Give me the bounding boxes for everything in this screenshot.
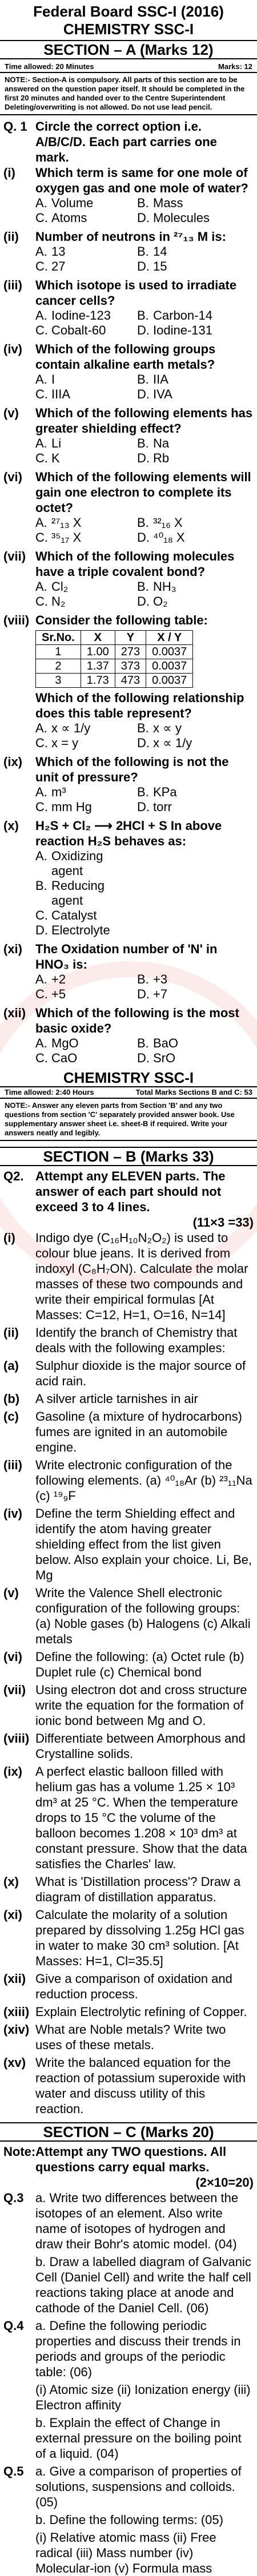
item-text: Define the term Shielding effect and identify the atom having greater shielding effect from the list given below. Also explain your choice. Li, Be, Mg — [35, 1506, 252, 1582]
section-c-item — [0, 2530, 257, 2576]
table-cell: 1 — [36, 645, 81, 659]
option-letter: C. — [35, 594, 48, 608]
mcq-number: (vii) — [3, 549, 26, 563]
option-text: NH₃ — [153, 579, 176, 594]
item-text: What is 'Distillation process'? Draw a diagram of distillation apparatus. — [35, 1874, 241, 1904]
item-number: (xiii) — [3, 2005, 30, 2019]
option-text: IVA — [153, 387, 172, 401]
option-text: +2 — [51, 972, 66, 986]
option-letter: B. — [137, 785, 149, 799]
item-text: Write electronic configuration of the following elements. (a) ⁴⁰₁₈Ar (b) ²³₁₁Na (c) ¹⁹₉F — [35, 1458, 252, 1503]
option-text: Cobalt-60 — [51, 323, 106, 337]
table-cell: 373 — [115, 659, 146, 674]
mcq-options — [0, 579, 257, 609]
mcq-item — [0, 818, 257, 938]
item-number: (x) — [3, 1874, 19, 1889]
option-letter: B. — [137, 972, 149, 986]
option-letter — [137, 923, 153, 938]
mcq-item — [0, 1005, 257, 1066]
q1-stem-row — [0, 119, 257, 165]
table-row — [36, 659, 193, 674]
option-letter: A. — [35, 849, 47, 863]
mcq-options — [0, 849, 257, 938]
option-text: x ∝ 1/y — [153, 736, 192, 750]
section-b-item — [0, 1325, 257, 1356]
mcq-item — [0, 469, 257, 545]
option-letter — [137, 849, 153, 878]
mcq-number: (ix) — [3, 755, 22, 769]
item-text: Differentiate between Amorphous and Crystalline solids. — [35, 1731, 246, 1761]
option-letter: C. — [35, 387, 48, 401]
part2-marks: Total Marks Sections B and C: 53 — [135, 1088, 252, 1096]
q2-number: Q2. — [3, 1169, 24, 1183]
item-text: (i) Atomic size (ii) Ionization energy (iii) Electron affinity — [35, 2383, 251, 2412]
option-letter: C. — [35, 530, 48, 545]
mcq-options — [0, 972, 257, 1002]
option-letter: B. — [137, 1036, 149, 1050]
option-text: IIIA — [51, 387, 71, 401]
option-text: ³²₁₆ X — [153, 515, 183, 530]
option-text: 14 — [153, 244, 167, 259]
item-number: (vi) — [3, 1650, 22, 1664]
mcq-question-continued: Which of the following relationship does this table represent? — [35, 691, 244, 720]
mcq-viii — [0, 612, 257, 751]
section-c-marks: (2×10=20) — [195, 2175, 254, 2190]
option-text: Oxidizing agent — [51, 849, 103, 878]
option-text: 13 — [51, 244, 66, 259]
section-c-item — [0, 2190, 257, 2252]
option-letter: A. — [35, 196, 47, 210]
mcq-item — [0, 229, 257, 274]
mcq-question: Consider the following table: — [35, 613, 208, 627]
q1-number: Q. 1 — [3, 119, 27, 134]
option-letter: B. — [137, 372, 149, 386]
section-b-item — [0, 1907, 257, 1969]
section-b-item — [0, 1391, 257, 1406]
mcq-options — [0, 785, 257, 815]
mcq-row — [0, 941, 257, 972]
section-b-item — [0, 1409, 257, 1455]
q1-stem: Circle the correct option i.e. A/B/C/D. Each part carries one mark. — [35, 119, 217, 164]
option-text: IIA — [153, 372, 168, 386]
section-c-heading: SECTION – C (Marks 20) — [0, 2122, 257, 2142]
table-row — [36, 674, 193, 688]
mcq-number: (xi) — [3, 942, 22, 956]
mcq-number: (viii) — [3, 613, 30, 627]
option-letter: A. — [35, 308, 47, 322]
section-b-item — [0, 1358, 257, 1389]
option-text: Atoms — [51, 211, 87, 225]
mcq-options — [0, 721, 257, 751]
table-cell: 1.37 — [81, 659, 115, 674]
mcq-number: (x) — [3, 819, 19, 833]
item-text: a. Write two differences between the isotopes of an element. Also write name of isotopes of hydrogen and draw their Bohr's atomic model. (04) — [35, 2191, 239, 2251]
option-letter: A. — [35, 244, 47, 259]
option-text: +3 — [153, 972, 168, 986]
section-b-item — [0, 1682, 257, 1728]
mcq-question: The Oxidation number of 'N' in HNO₃ is: — [35, 942, 218, 971]
item-number: (a) — [3, 1358, 19, 1373]
item-number: (ix) — [3, 1764, 22, 1779]
option-text: Mass — [153, 196, 183, 210]
option-text: +7 — [153, 987, 168, 1001]
item-text: (i) Relative atomic mass (ii) Free radical (iii) Mass number (iv) Molecular-ion (v) Formula mass — [35, 2530, 216, 2575]
option-text: x = y — [51, 736, 79, 750]
option-letter: C. — [35, 987, 48, 1001]
section-b-items — [0, 1230, 257, 2117]
table-header-cell: X — [81, 631, 115, 645]
table-row — [36, 645, 193, 659]
option-letter: C. — [35, 211, 48, 225]
option-letter: A. — [35, 436, 47, 450]
option-text: BaO — [153, 1036, 179, 1050]
item-number: (v) — [3, 1586, 19, 1600]
option-text: 15 — [153, 259, 167, 273]
item-number — [3, 2415, 35, 2461]
table-header-cell: Sr.No. — [36, 631, 81, 645]
mcq-item — [0, 165, 257, 225]
mcq-question: Which term is same for one mole of oxygen gas and one mole of water? — [35, 166, 248, 195]
option-letter: C. — [35, 323, 48, 337]
mcq-item — [0, 341, 257, 402]
option-letter: B. — [137, 308, 149, 322]
option-letter: C. — [35, 259, 48, 273]
mcq-item — [0, 754, 257, 815]
option-letter: B. — [137, 721, 149, 735]
option-letter: D. — [137, 387, 150, 401]
item-text: a. Define the following periodic properties and discuss their trends in periods and groups of the periodic table: (06) — [35, 2319, 241, 2379]
item-text: Write the balanced equation for the reaction of potassium superoxide with water and discuss utility of this reaction. — [35, 2055, 246, 2116]
mcq-row — [0, 754, 257, 785]
table-cell: 1.73 — [81, 674, 115, 688]
item-text: A perfect elastic balloon filled with helium gas has a volume 1.25 × 10³ dm³ at 25 °C. When the temperature drops to 15 °C the volume of the balloon becomes 1.208 × 10³ dm³ at constant pressure. Show that the data satisfies the Charles' law. — [35, 1764, 247, 1871]
option-text: +5 — [51, 987, 66, 1001]
item-number: (iii) — [3, 1458, 22, 1472]
option-letter: A. — [35, 721, 47, 735]
part2-note: NOTE:- Answer any eleven parts from Section 'B' and any two questions from section 'C' separately provided answer book. Use supplementary answer sheet i.e. sheet-B if required. Write your answers neatly and legibly. — [0, 1099, 257, 1141]
section-c-item — [0, 2512, 257, 2527]
item-text: b. Draw a labelled diagram of Galvanic Cell (Daniel Cell) and write the half cell reactions taking place at anode and cathode of the Daniel Cell. (06) — [35, 2255, 251, 2315]
option-letter: B. — [137, 515, 149, 530]
option-letter: C. — [35, 736, 48, 750]
table-cell: 273 — [115, 645, 146, 659]
item-text: b. Explain the effect of Change in external pressure on the boiling point of a liquid. (04) — [35, 2416, 242, 2461]
part2-title: CHEMISTRY SSC-I — [63, 1069, 194, 1086]
item-text: What are Noble metals? Write two uses of these metals. — [35, 2022, 226, 2052]
mcq-item — [0, 277, 257, 338]
option-text: ²⁷₁₃ X — [51, 515, 82, 530]
mcq-options — [0, 308, 257, 338]
mcq-number: (xii) — [3, 1006, 26, 1020]
option-text: Electrolyte — [51, 923, 110, 937]
section-b-item — [0, 1764, 257, 1872]
section-b-item — [0, 1230, 257, 1323]
mcq-number: (i) — [3, 166, 15, 180]
option-text: Catalyst — [51, 908, 97, 922]
item-text: b. Define the following terms: (05) — [35, 2513, 223, 2527]
option-text: MgO — [51, 1036, 79, 1050]
table-header-row — [36, 631, 193, 645]
option-text: N₂ — [51, 594, 66, 608]
section-c-item — [0, 2464, 257, 2510]
section-b-item — [0, 1585, 257, 1647]
option-text: 27 — [51, 259, 66, 273]
option-letter: D. — [137, 800, 150, 814]
option-text: ⁴⁰₁₈ X — [153, 530, 185, 545]
option-text: torr — [153, 800, 172, 814]
item-number: (viii) — [3, 1731, 30, 1745]
option-letter: C. — [35, 451, 48, 465]
table-header-cell: Y — [115, 631, 146, 645]
section-a-meta — [0, 62, 257, 73]
table-cell: 2 — [36, 659, 81, 674]
section-b-heading: SECTION – B (Marks 33) — [0, 1147, 257, 1166]
section-c-item — [0, 2415, 257, 2461]
section-b-item — [0, 2055, 257, 2117]
section-c-note-row — [0, 2144, 257, 2175]
mcq-question: Which of the following groups contain alkaline earth metals? — [35, 342, 216, 372]
option-text: x ∝ 1/y — [51, 721, 91, 735]
item-text: Sulphur dioxide is the major source of acid rain. — [35, 1358, 246, 1388]
option-letter: A. — [35, 972, 47, 986]
item-text: A silver article tarnishes in air — [35, 1392, 198, 1406]
option-text: Carbon-14 — [153, 308, 212, 322]
time-allowed: Time allowed: 20 Minutes — [5, 62, 94, 71]
option-text: x ∝ y — [153, 721, 182, 735]
exam-paper — [0, 2, 257, 2575]
section-b-item — [0, 1506, 257, 1583]
mcq-number: (iii) — [3, 278, 22, 292]
item-number: (xii) — [3, 1972, 26, 1986]
option-letter: A. — [35, 785, 47, 799]
table-cell: 1.00 — [81, 645, 115, 659]
option-letter: D. — [137, 259, 150, 273]
item-text: Indigo dye (C₁₆H₁₀N₂O₂) is used to colour blue jeans. It is derived from indoxyl (C₈H₇ON). Calculate the molar masses of these two compounds and write their empirical formulas [At Masses: C=12, H=1, O=16, N=14] — [35, 1231, 248, 1322]
item-text: Explain Electrolytic refining of Copper. — [35, 2005, 247, 2019]
option-text: K — [51, 451, 60, 465]
section-a-heading: SECTION – A (Marks 12) — [0, 40, 257, 59]
q2-marks: (11×3 =33) — [192, 1215, 254, 1229]
section-b-item — [0, 1457, 257, 1503]
item-text: Give a comparison of oxidation and reduction process. — [35, 1972, 232, 2001]
section-c-item — [0, 2254, 257, 2316]
paper-title: CHEMISTRY SSC-I — [63, 21, 194, 38]
mcq-options — [0, 196, 257, 225]
item-number: Q.5 — [3, 2464, 24, 2478]
option-letter: D. — [137, 530, 150, 545]
item-number — [3, 2254, 35, 2316]
mcq-item — [0, 549, 257, 609]
mcq-row — [0, 165, 257, 196]
option-letter: D. — [137, 987, 150, 1001]
section-c-note-label: Note: — [3, 2144, 36, 2159]
mcq-options — [0, 436, 257, 466]
option-letter: D. — [137, 451, 150, 465]
table-cell: 0.0037 — [146, 674, 193, 688]
section-b-item — [0, 1731, 257, 1761]
option-text: Molecules — [153, 211, 210, 225]
item-text: a. Give a comparison of properties of solutions, suspensions and colloids. (05) — [35, 2464, 242, 2509]
mcq-number: (iv) — [3, 342, 22, 356]
part2-meta — [0, 1086, 257, 1099]
item-number: Q.3 — [3, 2191, 24, 2205]
option-text: m³ — [51, 785, 66, 799]
mcq-row — [0, 277, 257, 308]
option-letter: A. — [35, 1036, 47, 1050]
option-letter: C. — [35, 908, 48, 922]
option-letter: B. — [35, 878, 47, 893]
option-text: Reducing agent — [51, 878, 105, 908]
item-number: (ii) — [3, 1325, 19, 1340]
mcq-options — [0, 1036, 257, 1066]
section-a-note: NOTE:- Section-A is compulsory. All parts of this section are to be answered on the question paper itself. It should be completed in the first 20 minutes and handed over to the Centre Superintendent Deleting/overwriting is not allowed. Do not use lead pencil. — [0, 73, 257, 115]
section-b-item — [0, 1971, 257, 2002]
item-number: (b) — [3, 1392, 20, 1406]
mcq-list-continued — [0, 754, 257, 1066]
item-number: Q.4 — [3, 2319, 24, 2333]
table-cell: 473 — [115, 674, 146, 688]
option-letter: A. — [35, 515, 47, 530]
mcq-row — [0, 469, 257, 515]
section-c-item — [0, 2382, 257, 2413]
item-number — [3, 2530, 35, 2576]
part2-time: Time allowed: 2:40 Hours — [5, 1088, 94, 1096]
mcq-question: Which isotope is used to irradiate cancer cells? — [35, 278, 237, 308]
mcq-number: (v) — [3, 406, 19, 420]
item-number: (i) — [3, 1231, 15, 1245]
item-number: (vii) — [3, 1683, 26, 1697]
section-c-note: Attempt any TWO questions. All questions carry equal marks. — [35, 2144, 227, 2174]
mcq-item — [0, 405, 257, 466]
table-cell: 3 — [36, 674, 81, 688]
option-letter: B. — [137, 244, 149, 259]
section-b-item — [0, 2022, 257, 2053]
item-text: Write the Valence Shell electronic configuration of the following groups: (a) Noble gases (b) Halogens (c) Alkali metals — [35, 1586, 251, 1646]
option-letter: D. — [35, 923, 48, 937]
item-number: (xv) — [3, 2055, 26, 2070]
item-text: Define the following: (a) Octet rule (b) Duplet rule (c) Chemical bond — [35, 1650, 244, 1679]
mcq-row — [0, 1005, 257, 1036]
mcq-row — [0, 341, 257, 372]
option-text: Li — [51, 436, 62, 450]
mcq-number: (vi) — [3, 470, 22, 484]
item-number: (iv) — [3, 1506, 22, 1521]
mcq-options — [0, 244, 257, 274]
mcq-list — [0, 165, 257, 609]
section-c-item — [0, 2318, 257, 2380]
item-text: Using electron dot and cross structure write the equation for the formation of ionic bond between Mg and O. — [35, 1683, 247, 1728]
option-letter: D. — [137, 736, 150, 750]
mcq-question: Which of the following is not the unit of pressure? — [35, 755, 229, 784]
mcq-question: H₂S + Cl₂ ⟶ 2HCl + S In above reaction H₂S behaves as: — [35, 819, 222, 848]
option-letter: C. — [35, 1051, 48, 1065]
table-body — [36, 645, 193, 688]
mcq-row — [0, 229, 257, 244]
option-text — [153, 878, 257, 908]
mcq-number: (ii) — [3, 229, 19, 244]
table-cell: 0.0037 — [146, 659, 193, 674]
item-number: (xiv) — [3, 2022, 30, 2037]
option-text: KPa — [153, 785, 177, 799]
option-letter — [137, 878, 153, 908]
option-text: Na — [153, 436, 170, 450]
option-text: Iodine-131 — [153, 323, 212, 337]
mcq-question: Which of the following molecules have a triple covalent bond? — [35, 549, 235, 579]
q2-stem-row — [0, 1168, 257, 1215]
option-letter: D. — [137, 594, 150, 608]
option-text: Volume — [51, 196, 94, 210]
option-text: mm Hg — [51, 800, 92, 814]
marks: Marks: 12 — [218, 62, 252, 71]
option-text: ³⁵₁₇ X — [51, 530, 82, 545]
option-text: O₂ — [153, 594, 168, 608]
option-letter — [137, 908, 153, 923]
section-b-item — [0, 1874, 257, 1905]
data-table — [35, 630, 193, 688]
option-letter: B. — [137, 196, 149, 210]
mcq-row — [0, 549, 257, 579]
option-letter: D. — [137, 211, 150, 225]
item-number — [3, 2512, 35, 2527]
option-text: I — [51, 372, 55, 386]
board-title: Federal Board SSC-I (2016) — [33, 3, 224, 20]
option-text: Iodine-123 — [51, 308, 111, 322]
option-text: SrO — [153, 1051, 176, 1065]
option-text — [153, 908, 257, 923]
option-text — [153, 849, 257, 878]
table-cell: 0.0037 — [146, 645, 193, 659]
mcq-row — [0, 818, 257, 849]
mcq-item — [0, 941, 257, 1002]
option-letter: C. — [35, 800, 48, 814]
item-text: Identify the branch of Chemistry that deals with the following examples: — [35, 1325, 238, 1355]
table-header-cell: X / Y — [146, 631, 193, 645]
option-text — [153, 923, 257, 938]
option-letter: A. — [35, 579, 47, 594]
mcq-question: Which of the following is the most basic oxide? — [35, 1006, 239, 1035]
option-letter: B. — [137, 436, 149, 450]
mcq-question: Number of neutrons in ²⁷₁₃ M is: — [35, 229, 226, 244]
mcq-question: Which of the following elements will gain one electron to complete its octet? — [35, 470, 251, 515]
mcq-question: Which of the following elements has greater shielding effect? — [35, 406, 253, 436]
option-letter: A. — [35, 372, 47, 386]
item-number — [3, 2382, 35, 2413]
section-b-item — [0, 1649, 257, 1680]
option-letter: D. — [137, 1051, 150, 1065]
item-number: (c) — [3, 1409, 19, 1424]
item-text: Calculate the molarity of a solution prepared by dissolving 1.25g HCl gas in water to make 30 cm³ solution. [At Masses: H=1, Cl=35.5] — [35, 1908, 244, 1968]
mcq-row — [0, 405, 257, 436]
option-letter: B. — [137, 579, 149, 594]
section-c-items — [0, 2190, 257, 2576]
item-text: Gasoline (a mixture of hydrocarbons) fumes are ignited in an automobile engine. — [35, 1409, 242, 1454]
option-text: Rb — [153, 451, 170, 465]
mcq-options — [0, 372, 257, 402]
item-number: (xi) — [3, 1908, 22, 1922]
option-text: Cl₂ — [51, 579, 69, 594]
q2-stem: Attempt any ELEVEN parts. The answer of each part should not exceed 3 to 4 lines. — [35, 1169, 226, 1214]
section-b-item — [0, 2004, 257, 2019]
mcq-options — [0, 515, 257, 545]
option-letter: D. — [137, 323, 150, 337]
option-text: CaO — [51, 1051, 78, 1065]
